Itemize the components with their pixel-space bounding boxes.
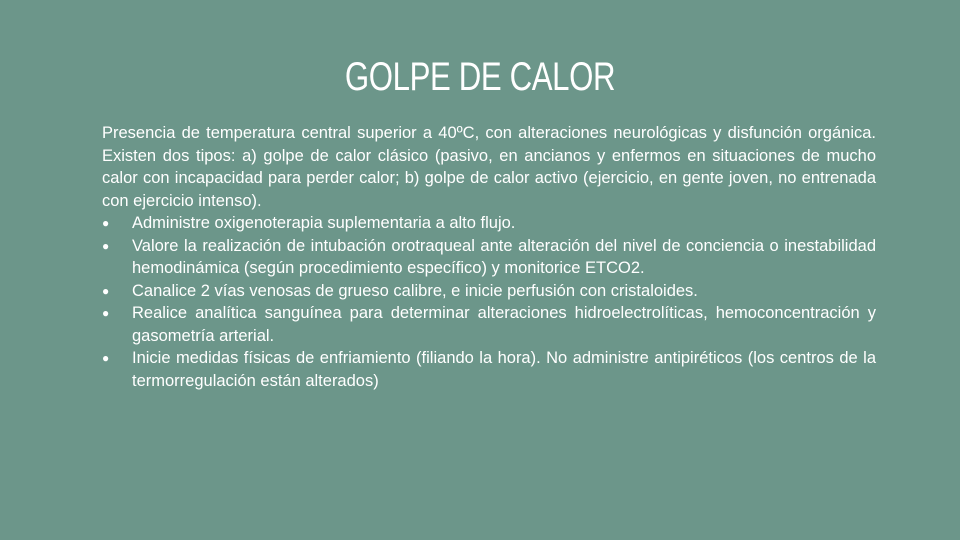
intro-paragraph: Presencia de temperatura central superior a 40ºC, con alteraciones neurológicas y disfunción orgánica. Existen dos tipos: a) golpe de calor clásico (pasivo, en ancianos y enfermos en situaciones de mucho calor con incapacidad para perder calor; b) golpe de calor activo (ejercicio, en gente joven, no entrenada con ejercicio intenso). (102, 124, 876, 210)
bullet-icon: ● (102, 216, 110, 230)
list-item-text: Realice analítica sanguínea para determinar alteraciones hidroelectrolíticas, hemoconcentración y gasometría arterial. (132, 304, 876, 345)
slide-title: GOLPE DE CALOR (344, 55, 616, 99)
bullet-icon: ● (102, 306, 110, 320)
list-item-text: Inicie medidas físicas de enfriamiento (filiando la hora). No administre antipiréticos (los centros de la termorregulación están alterados) (132, 349, 876, 390)
slide-body (102, 122, 876, 392)
bullet-icon: ● (102, 283, 110, 298)
list-item (102, 212, 876, 235)
list-item-text: Administre oxigenoterapia suplementaria a alto flujo. (132, 214, 516, 232)
bullet-icon: ● (102, 238, 110, 253)
list-item-text: Canalice 2 vías venosas de grueso calibre, e inicie perfusión con cristaloides. (132, 281, 698, 300)
list-item (102, 235, 876, 280)
bullet-icon: ● (102, 351, 110, 365)
list-item-text: Valore la realización de intubación orotraqueal ante alteración del nivel de conciencia o inestabilidad hemodinámica (según procedimiento específico) y monitorice ETCO2. (132, 236, 876, 277)
list-item (102, 280, 876, 303)
list-item (102, 347, 876, 392)
recommendation-list (102, 212, 876, 392)
list-item (102, 302, 876, 347)
